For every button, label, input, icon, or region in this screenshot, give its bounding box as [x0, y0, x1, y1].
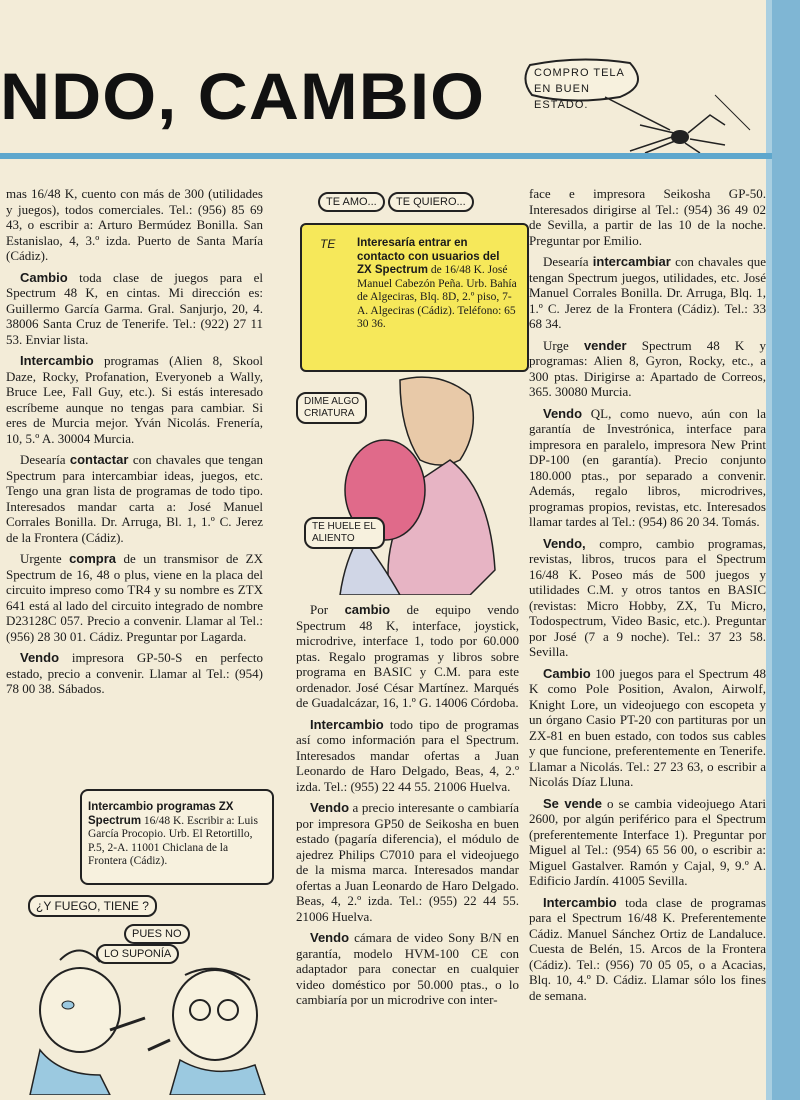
ad-item: mas 16/48 K, cuento con más de 300 (utilidades y juegos), todos comerciales. Tel.: (956) 85 69 43, o escribir a: Arturo Bermúdez Bonilla. San Estanislao, 4, 3.º izda. Puerto de Santa María (Cádiz).: [6, 186, 263, 263]
ad-item: Desearía contactar con chavales que tengan Spectrum para intercambiar ideas, juegos, etc. Tengo una gran lista de programas de todo tipo. Interesados mandar carta a: José Manuel Corrales Bonilla. Dr. Arruga, Bl. 1, 1.º C. Jerez de la Frontera (Cádiz).: [6, 452, 264, 545]
ad-item: Vendo impresora GP-50-S en perfecto estado, precio a convenir. Llamar al Tel.: (954) 78 00 38. Sábados.: [6, 650, 263, 696]
header-rule: [0, 153, 772, 159]
ad-item: Intercambio todo tipo de programas así como información para el Spectrum. Interesados mandar ofertas a Juan Leonardo de Haro Delgado, Beas, 4, 2.º izda. Tel.: (955) 22 44 55. 21006 Huelva.: [296, 716, 519, 794]
page-title: NDO, CAMBIO: [0, 59, 486, 133]
page-edge: [772, 0, 800, 1100]
speech-bubble: DIME ALGO CRIATURA: [296, 392, 367, 424]
speech-label: TE: [320, 237, 336, 251]
ad-item: Cambio toda clase de juegos para el Spectrum 48 K, en cintas. Mi dirección es: Guillermo García Garma. Gral. Sanjurjo, 20, 4. 38006 Santa Cruz de Tenerife. Tel.: (922) 27 11 53. Enviar lista.: [6, 269, 263, 347]
ad-item: Por cambio de equipo vendo Spectrum 48 K, interface, joystick, microdrive, interface 1, todo por 60.000 ptas. Regalo programas y libros sobre programa en BASIC y C.M. para este ordenador. José César Martínez. Marqués de Guadalcázar, 16, 1.º G. 14006 Córdoba.: [296, 602, 519, 710]
ad-item: Vendo cámara de video Sony B/N en garantía, modelo HVM-100 CE con adaptador para conectar en cualquier video doméstico por 50.000 ptas., o lo cambiaría por un microdrive con inter-: [296, 930, 519, 1007]
ad-item: Desearía intercambiar con chavales que tengan Spectrum juegos, utilidades, etc. José Manuel Corrales Bonilla. Dr. Arruga, Blq. 1, 1.º C. Jerez de la Frontera (Cádiz). Tel.: 33 68 34.: [529, 254, 766, 331]
ad-item: Vendo a precio interesante o cambiaría por impresora GP50 de Seikosha en buen estado (pagaría diferencia), el módulo de ajedrez Philips C7010 para el videojuego de la misma marca. Interesados mandar ofertas a Juan Leonardo de Haro Delgado. Beas, 4, 2.º izda. Tel.: (955) 22 44 55. 21006 Huelva.: [296, 800, 519, 924]
speech-bubble: TE AMO...: [318, 192, 385, 212]
speech-bubble: LO SUPONÍA: [96, 944, 179, 964]
ad-item: Cambio 100 juegos para el Spectrum 48 K como Pole Position, Avalon, Airwolf, Knight Lore, un videojuego con escopeta y un órgano Casio PT-20 con partituras por un ZX-81 en buen estado, con todos sus cables y que funcione, preferentemente en Tenerife. Llamar a Nicolás. Tel.: 27 23 63, o escribir a Nicolás Díaz Lluna.: [529, 665, 766, 789]
speech-bubble: PUES NO: [124, 924, 190, 944]
ad-item: Intercambio toda clase de programas para el Spectrum 16/48 K. Preferentemente Cádiz. Manuel Sánchez Ortiz de Landaluce. Cuesta de Belén, 15. Arcos de la Frontera (Cádiz). Tel.: (956) 70 05 05, o a Acacias, Blq. 10, 4.º D. Cádiz. Llamar sólo los fines de semana.: [529, 894, 766, 1003]
ad-box-cartoon: [80, 789, 274, 885]
ad-item: Urgente compra de un transmisor de ZX Spectrum de 16, 48 o plus, viene en la placa del circuito impreso como TR4 y su nombre es ZTX 641 está al lado del circuito integrado de nombre D23128C 057. Precio a convenir. Llamar al Tel.: (956) 28 30 01. Cádiz. Preguntar por Lagarda.: [6, 551, 263, 644]
column-1: [6, 186, 263, 703]
ad-item: Intercambio programas (Alien 8, Skool Daze, Rocky, Profanation, Everyoneb a Wally, Bruce Lee, Fall Guy, etc.). Si estás interesado escríbeme aunque no tengas para cambiar. Si eres de Murcia mejor. Yván Nicolás. Frenería, 10, 5.º A. 30004 Murcia.: [6, 353, 263, 446]
ad-item: face e impresora Seikosha GP-50. Interesados dirigirse al Tel.: (954) 36 49 02 de Sevilla, a partir de las 10 de la noche. Preguntar por Emilio.: [529, 186, 766, 248]
ad-item: Vendo QL, como nuevo, aún con la garantía de Investrónica, interface para impresora en paralelo, impresora New Print DP-100 (en garantía). Precio conjunto 180.000 ptas., por separado a convenir. Además, regalo libros, microdrives, programas propios, revistas, etc. Interesados llamar tardes al Tel.: (954) 86 20 34. Tomás.: [529, 405, 766, 529]
column-3: [529, 186, 766, 1009]
speech-bubble: TE HUELE EL ALIENTO: [304, 517, 385, 549]
ad-item: Urge vender Spectrum 48 K y programas: Alien 8, Gyron, Rocky, etc., a 300 ptas. Dirigirse a: Apartado de Correos, 365. 30080 Murcia.: [529, 337, 766, 399]
ad-item: Se vende o se cambia videojuego Atari 2600, por algún periférico para el Spectrum (preferentemente Interface 1). Preguntar por Miguel al Tel.: (954) 65 56 00, o escribir a: Miguel Gastalver. Ramón y Cajal, 9, 9.º A. Edificio Jardín. 41005 Sevilla.: [529, 795, 767, 888]
ad-box-yellow: [300, 223, 529, 372]
spider-caption: COMPRO TELA EN BUEN ESTADO.: [534, 67, 625, 111]
speech-bubble: ¿Y FUEGO, TIENE ?: [28, 895, 157, 917]
spider-cartoon: [520, 55, 770, 155]
ad-box-text: Intercambio programas ZX Spectrum 16/48 K. Escribir a: Luis García Procopio. Urb. El Retortillo, P.5, 2-A. 11001 Chiclana de la Frontera (Cádiz).: [88, 801, 258, 867]
speech-bubble: TE QUIERO...: [388, 192, 474, 212]
ad-box-text: Interesaría entrar en contacto con usuarios del ZX Spectrum de 16/48 K. José Manuel Cabezón Peña. Urb. Bahía de Algeciras, Blq. 8D, 2.º piso, 7-A. Algeciras (Cádiz). Teléfono: 65 30 36.: [357, 237, 517, 330]
column-2: [296, 602, 519, 1014]
ad-item: Vendo, compro, cambio programas, revistas, libros, trucos para el Spectrum 16/48 K. Poseo más de 500 juegos y utilidades C.M. y otros tantos en BASIC (revistas: Micro Hobby, ZX, Tu Micro, Todospectrum, Video Basic, etc.). Preguntar por José (7 a 9 noche). Tel.: 37 23 58. Sevilla.: [529, 535, 766, 659]
